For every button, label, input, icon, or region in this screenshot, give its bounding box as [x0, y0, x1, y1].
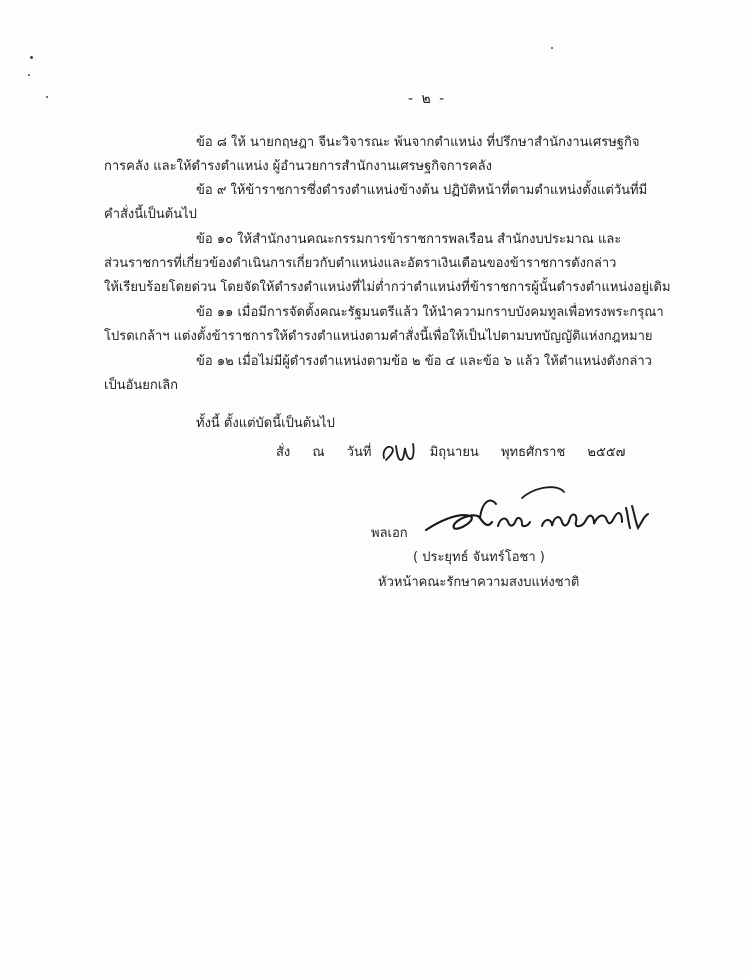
clause-continuation-line: ส่วนราชการที่เกี่ยวข้องดำเนินการเกี่ยวกับตำแหน่งและอัตราเงินเดือนของข้าราชการดังกล่าว [104, 256, 617, 271]
signatory-rank: พลเอก [371, 526, 408, 541]
handwritten-day [380, 440, 420, 464]
dateline-at: ณ [312, 445, 325, 460]
handwritten-signature [418, 482, 658, 546]
clause-11 [104, 301, 672, 349]
clause-continuation-line: เป็นอันยกเลิก [104, 378, 179, 393]
clause-continuation-line: โปรดเกล้าฯ แต่งตั้งข้าราชการให้ดำรงตำแหน่งตามคำสั่งนี้เพื่อให้เป็นไปตามบทบัญญัติแห่งกฎหมาย [104, 329, 653, 344]
closing-statement: ทั้งนี้ ตั้งแต่บัดนี้เป็นต้นไป [196, 416, 335, 431]
clause-9 [104, 179, 672, 227]
dateline-year: ๒๕๕๗ [587, 445, 626, 460]
clause-10 [104, 228, 672, 300]
clause-first-line: ข้อ ๙ ให้ข้าราชการซึ่งดำรงตำแหน่งข้างต้น ปฏิบัติหน้าที่ตามตำแหน่งตั้งแต่วันที่มี [196, 183, 648, 198]
clause-first-line: ข้อ ๑๐ ให้สำนักงานคณะกรรมการข้าราชการพลเรือน สำนักงบประมาณ และ [196, 232, 622, 247]
scan-speck [551, 47, 553, 49]
clause-continuation-line: การคลัง และให้ดำรงตำแหน่ง ผู้อำนวยการสำนักงานเศรษฐกิจการคลัง [104, 159, 492, 174]
signatory-title: หัวหน้าคณะรักษาความสงบแห่งชาติ [378, 575, 580, 590]
clause-continuation-line: คำสั่งนี้เป็นต้นไป [104, 207, 197, 222]
scan-speck [46, 96, 48, 98]
dateline [276, 440, 643, 464]
dateline-month: มิถุนายน [429, 445, 479, 460]
clause-continuation-line: ให้เรียบร้อยโดยด่วน โดยจัดให้ดำรงตำแหน่งที่ไม่ต่ำกว่าตำแหน่งที่ข้าราชการผู้นั้นดำรงตำแหน่งอยู่เดิม [104, 280, 671, 295]
scan-speck [30, 56, 33, 59]
dateline-day-label: วันที่ [346, 445, 372, 460]
signatory-name: ( ประยุทธ์ จันทร์โอชา ) [413, 550, 545, 565]
handwritten-day-drawing [380, 440, 420, 464]
scan-speck [28, 74, 30, 76]
page-number: - ๒ - [408, 91, 447, 107]
clause-12 [104, 350, 672, 398]
dateline-era-label: พุทธศักราช [500, 445, 566, 460]
clause-first-line: ข้อ ๑๑ เมื่อมีการจัดตั้งคณะรัฐมนตรีแล้ว ให้นำความกราบบังคมทูลเพื่อทรงพระกรุณา [196, 305, 664, 320]
clause-8 [104, 131, 672, 179]
dateline-ordered: สั่ง [276, 445, 291, 460]
clause-first-line: ข้อ ๘ ให้ นายกฤษฎา จีนะวิจารณะ พ้นจากตำแหน่ง ที่ปรึกษาสำนักงานเศรษฐกิจ [196, 135, 640, 150]
clause-first-line: ข้อ ๑๒ เมื่อไม่มีผู้ดำรงตำแหน่งตามข้อ ๒ ข้อ ๔ และข้อ ๖ แล้ว ให้ตำแหน่งดังกล่าว [196, 354, 652, 369]
